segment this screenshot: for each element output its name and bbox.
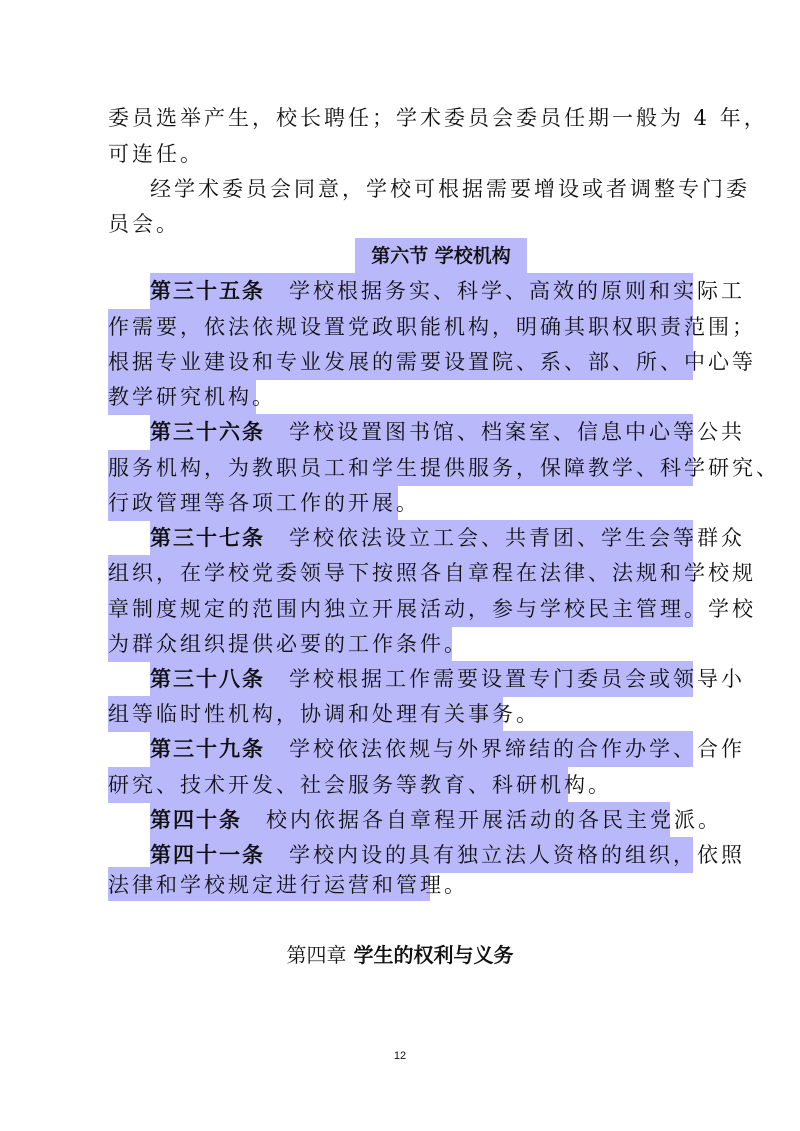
article-heading-line [150,731,745,767]
paragraph-line: 章制度规定的范围内独立开展活动，参与学校民主管理。学校 [108,597,756,621]
article-text: 学校内设的具有独立法人资格的组织，依照 [289,843,745,867]
paragraph-line: 为群众组织提供必要的工作条件。 [108,632,468,656]
chapter-title: 学生的权利与义务 [353,943,514,967]
page-number: 12 [393,1050,407,1062]
article-text: 学校根据工作需要设置专门委员会或领导小 [289,667,745,691]
article-text: 学校根据务实、科学、高效的原则和实际工 [289,279,745,303]
section-heading: 第六节 学校机构 [355,238,527,274]
paragraph-line: 服务机构，为教职员工和学生提供服务，保障教学、科学研究、 [108,456,780,480]
article-text: 学校设置图书馆、档案室、信息中心等公共 [289,420,745,444]
paragraph-line: 组等临时性机构，协调和处理有关事务。 [108,702,540,726]
paragraph-line: 作需要，依法依规设置党政职能机构，明确其职权职责范围； [108,315,756,339]
paragraph-line: 可连任。 [108,142,204,166]
article-heading-line [150,802,722,838]
article-number: 第三十五条 [150,278,265,303]
paragraph-line: 组织，在学校党委领导下按照各自章程在法律、法规和学校规 [108,561,756,585]
article-number: 第四十条 [150,807,242,832]
chapter-heading [0,935,800,975]
paragraph-line: 委员选举产生，校长聘任；学术委员会委员任期一般为 4 年， [108,106,768,130]
article-number: 第三十七条 [150,525,265,550]
paragraph-line: 行政管理等各项工作的开展。 [108,491,420,515]
article-number: 第四十一条 [150,842,265,867]
paragraph-line: 经学术委员会同意，学校可根据需要增设或者调整专门委 [150,177,750,201]
article-heading-line [150,661,745,697]
article-heading-line [150,273,745,309]
article-heading-line [150,520,745,556]
article-text: 校内依据各自章程开展活动的各民主党派。 [266,808,722,832]
paragraph-line: 法律和学校规定进行运营和管理。 [108,873,468,897]
article-number: 第三十九条 [150,736,265,761]
article-text: 学校依法设立工会、共青团、学生会等群众 [289,526,745,550]
article-text: 学校依法依规与外界缔结的合作办学、合作 [289,737,745,761]
paragraph-line: 教学研究机构。 [108,385,276,409]
paragraph-line: 员会。 [108,212,180,236]
chapter-number: 第四章 [286,943,347,967]
paragraph-line: 研究、技术开发、社会服务等教育、科研机构。 [108,773,612,797]
paragraph-line: 根据专业建设和专业发展的需要设置院、系、部、所、中心等 [108,350,756,374]
article-heading-line [150,414,745,450]
article-number: 第三十六条 [150,419,265,444]
article-number: 第三十八条 [150,666,265,691]
